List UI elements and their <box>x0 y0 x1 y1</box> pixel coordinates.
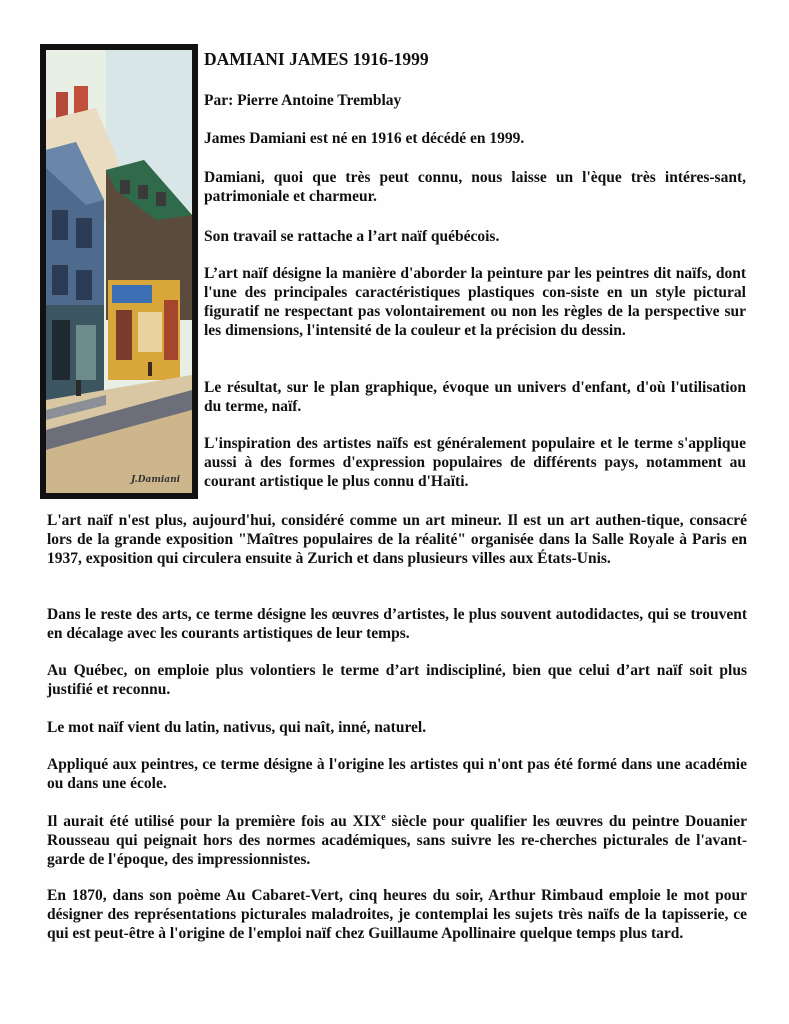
painting-image <box>40 44 198 499</box>
xix-text-before: Il aurait été utilisé pour la première fois au XIX <box>47 813 382 830</box>
street-painting <box>46 50 192 493</box>
paragraph-painters: Appliqué aux peintres, ce terme désigne à l'origine les artistes qui n'ont pas été formé dans une académie ou dans une école. <box>47 756 747 792</box>
paragraph-etymology: Le mot naïf vient du latin, nativus, qui naît, inné, naturel. <box>47 719 427 736</box>
paragraph-intro: Damiani, quoi que très peut connu, nous laisse un l'èque très intéres-sant, patrimoniale et charmeur. <box>204 169 746 205</box>
paragraph-result: Le résultat, sur le plan graphique, évoque un univers d'enfant, d'où l'utilisation du terme, naïf. <box>204 379 746 415</box>
paragraph-xix-century <box>47 812 747 869</box>
paragraph-other-arts: Dans le reste des arts, ce terme désigne les œuvres d’artistes, le plus souvent autodidactes, qui se trouvent en décalage avec les courants artistiques de leur temps. <box>47 606 747 642</box>
paragraph-rimbaud: En 1870, dans son poème Au Cabaret-Vert, cinq heures du soir, Arthur Rimbaud emploie le mot pour désigner des représentations picturales maladroites, je contemplai les sujets très naïfs de la tapisserie, ce qui est peut-être à l'origine de l'emploi naïf chez Guillaume Apollinaire quelque temps plus tard. <box>47 887 747 942</box>
paragraph-quebec: Au Québec, on emploie plus volontiers le terme d’art indiscipliné, bien que celui d’art naïf soit plus justifié et reconnu. <box>47 662 747 698</box>
painting-signature: J.Damiani <box>131 475 181 485</box>
page-title: DAMIANI JAMES 1916-1999 <box>204 49 429 69</box>
paragraph-quebec-art: Son travail se rattache a l’art naïf québécois. <box>204 228 500 245</box>
xix-text-after: siècle pour qualifier les œuvres du peintre Douanier Rousseau qui peignait hors des normes académiques, sans suivre les re-cherches picturales de l'avant-garde de l'époque, des impressionnistes. <box>47 813 747 868</box>
paragraph-inspiration: L'inspiration des artistes naïfs est généralement populaire et le terme s'applique aussi à des formes d'expression populaires de différents pays, notamment au courant artistique le plus connu d'Haïti. <box>204 435 746 490</box>
paragraph-naive-definition: L’art naïf désigne la manière d'aborder la peinture par les peintres dit naïfs, dont l'une des principales caractéristiques plastiques con-siste en un style pictural figuratif ne respectant pas volontairement ou non les règles de la perspective sur les dimensions, l'intensité de la couleur et la précision du dessin. <box>204 265 746 339</box>
xix-superscript: e <box>381 811 386 823</box>
author-line: Par: Pierre Antoine Tremblay <box>204 92 402 109</box>
paragraph-exposition: L'art naïf n'est plus, aujourd'hui, considéré comme un art mineur. Il est un art authen-tique, consacré lors de la grande exposition "Maîtres populaires de la réalité" organisée dans la Salle Royale à Paris en 1937, exposition qui circulera ensuite à Zurich et dans plusieurs villes aux États-Unis. <box>47 512 747 567</box>
paragraph-birth: James Damiani est né en 1916 et décédé en 1999. <box>204 130 525 147</box>
